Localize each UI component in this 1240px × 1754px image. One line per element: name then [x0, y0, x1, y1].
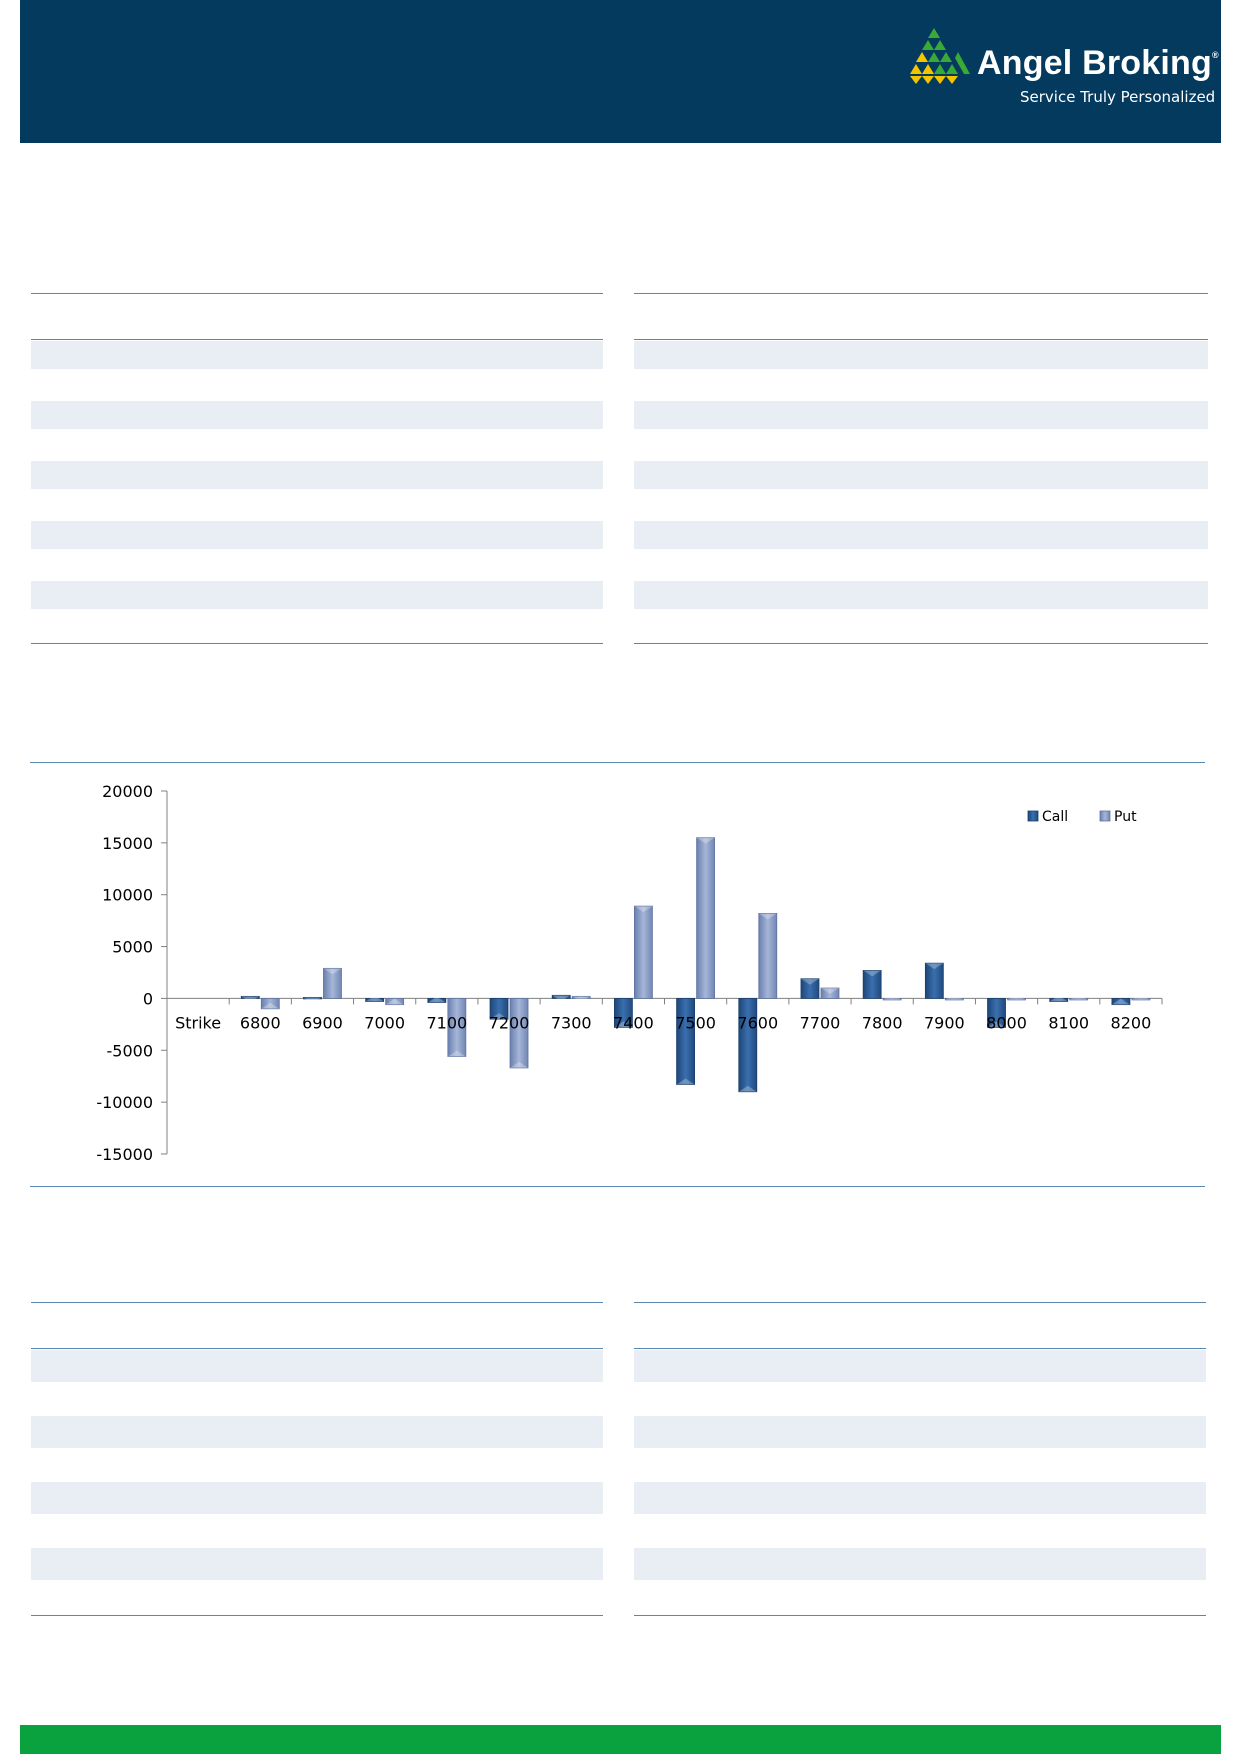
oi-change-chart-section [30, 762, 1205, 1188]
bar-call-7500 [677, 998, 695, 1084]
top-left-table [31, 293, 603, 645]
table-row [31, 401, 603, 429]
x-tick-label: Strike [175, 1013, 222, 1033]
registered-mark: ® [1211, 50, 1219, 60]
y-tick-label: -5000 [106, 1041, 153, 1061]
y-tick-label: 20000 [102, 782, 153, 801]
bar-put-7600 [759, 913, 777, 998]
bar-bevel [303, 997, 321, 1003]
report-footer-bar [20, 1725, 1221, 1754]
bar-bevel [241, 996, 259, 1002]
x-tick-label: 7900 [923, 1013, 965, 1033]
table-row [31, 341, 603, 369]
x-tick-label: 8000 [986, 1013, 1027, 1033]
report-header [20, 0, 1221, 143]
table-row [634, 461, 1208, 489]
table-row [31, 1482, 603, 1514]
x-tick-label: 7100 [426, 1013, 468, 1033]
brand-name: Angel Broking® [977, 44, 1219, 82]
bar-bevel [1070, 994, 1088, 1000]
table-row [634, 401, 1208, 429]
table-row [31, 521, 603, 549]
bar-bevel [883, 994, 901, 1000]
x-tick-label: 6800 [239, 1013, 281, 1033]
x-tick-label: 7700 [799, 1013, 841, 1033]
table-row [634, 1548, 1206, 1580]
y-tick-label: -10000 [96, 1093, 153, 1113]
table-row [634, 1350, 1206, 1382]
x-tick-label: 8100 [1048, 1013, 1090, 1033]
x-tick-label: 7500 [675, 1013, 716, 1033]
table-row [31, 1350, 603, 1382]
table-row [634, 1482, 1206, 1514]
bar-bevel [1008, 994, 1026, 1000]
brand-logo [910, 28, 1219, 112]
table-row [634, 1416, 1206, 1448]
table-row [31, 1548, 603, 1580]
bar-call-7600 [739, 998, 757, 1091]
legend-label-put: Put [1114, 809, 1137, 825]
bar-bevel [1132, 994, 1150, 1000]
bar-put-7200 [510, 998, 528, 1067]
brand-tagline: Service Truly Personalized [1020, 88, 1216, 106]
x-tick-label: 7800 [861, 1013, 903, 1033]
table-row [634, 521, 1208, 549]
pyramid-triangles-icon [910, 28, 970, 84]
x-tick-label: 7300 [550, 1013, 592, 1033]
bottom-left-table [31, 1302, 603, 1618]
x-tick-label: 7000 [364, 1013, 406, 1033]
bar-bevel [945, 994, 963, 1000]
y-tick-label: 15000 [102, 833, 153, 853]
table-row [31, 1416, 603, 1448]
top-right-table [634, 293, 1208, 645]
x-tick-label: 7200 [488, 1013, 530, 1033]
x-tick-label: 7400 [613, 1013, 654, 1033]
table-row [31, 581, 603, 609]
x-tick-label: 8200 [1110, 1013, 1152, 1033]
bar-put-7400 [634, 906, 652, 998]
y-tick-label: -15000 [96, 1145, 153, 1164]
legend-swatch-call [1028, 811, 1038, 821]
y-tick-label: 0 [142, 989, 153, 1009]
bar-bevel [572, 996, 590, 1002]
bottom-right-table [634, 1302, 1206, 1618]
oi-change-bar-chart [30, 763, 1205, 1183]
x-tick-label: 7600 [737, 1013, 779, 1033]
legend-swatch-put [1100, 811, 1110, 821]
x-tick-label: 6900 [302, 1013, 343, 1033]
table-row [634, 341, 1208, 369]
table-row [31, 461, 603, 489]
y-tick-label: 10000 [102, 885, 153, 905]
y-tick-label: 5000 [112, 937, 153, 957]
table-row [634, 581, 1208, 609]
legend-label-call: Call [1042, 809, 1069, 825]
bar-put-7500 [697, 838, 715, 999]
